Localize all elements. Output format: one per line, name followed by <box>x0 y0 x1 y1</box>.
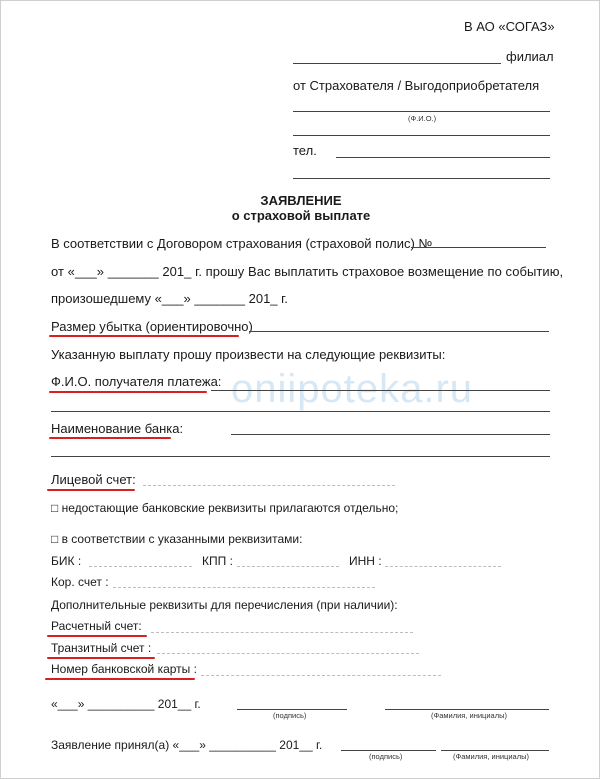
policy-text: В соответствии с Договором страхования (страховой полис) № <box>51 236 433 251</box>
sign-date: «___» __________ 201__ г. <box>51 697 201 711</box>
option-attached[interactable]: □ недостающие банковские реквизиты прилагаются отдельно; <box>51 501 399 515</box>
bank-label: Наименование банка: <box>51 421 184 436</box>
payee-highlight <box>49 391 207 393</box>
extra-label: Дополнительные реквизиты для перечисления (при наличии): <box>51 598 398 612</box>
name-caption: (Фамилия, инициалы) <box>431 711 507 720</box>
inn-dashes[interactable] <box>385 566 501 567</box>
kpp-dashes[interactable] <box>237 566 339 567</box>
card-highlight <box>45 678 195 680</box>
account-label: Лицевой счет: <box>51 472 136 487</box>
option-specified[interactable]: □ в соответствии с указанными реквизитами: <box>51 532 303 546</box>
phone-label: тел. <box>293 143 317 158</box>
damage-line[interactable] <box>249 331 549 332</box>
document-title: ЗАЯВЛЕНИЕ <box>260 193 342 208</box>
accepted-name-caption: (Фамилия, инициалы) <box>453 752 529 761</box>
bik-label: БИК : <box>51 554 82 568</box>
accepted-name-line[interactable] <box>441 750 549 751</box>
payee-line-1[interactable] <box>211 390 550 391</box>
sign-line[interactable] <box>237 709 347 710</box>
accepted-sign-caption: (подпись) <box>369 752 403 761</box>
phone-line-2[interactable] <box>293 178 550 179</box>
bank-line-1[interactable] <box>231 434 550 435</box>
transit-label: Транзитный счет : <box>51 641 152 655</box>
phone-line[interactable] <box>336 157 550 158</box>
card-dashes[interactable] <box>201 675 441 676</box>
payee-line-2[interactable] <box>51 411 550 412</box>
branch-line[interactable] <box>293 63 501 64</box>
branch-label: филиал <box>506 49 554 64</box>
fio-caption: (Ф.И.О.) <box>408 114 437 123</box>
watermark: oniipoteka.ru <box>231 367 474 411</box>
event-date-text: произошедшему «___» _______ 201_ г. <box>51 291 288 306</box>
accepted-sign-line[interactable] <box>341 750 436 751</box>
settlement-label: Расчетный счет: <box>51 619 142 633</box>
bank-highlight <box>49 437 171 439</box>
addressee: В АО «СОГАЗ» <box>464 19 555 34</box>
sign-caption: (подпись) <box>273 711 307 720</box>
name-line[interactable] <box>385 709 549 710</box>
kpp-label: КПП : <box>202 554 233 568</box>
transit-highlight <box>47 657 155 659</box>
damage-highlight <box>49 335 239 337</box>
account-dashes[interactable] <box>143 485 395 486</box>
inn-label: ИНН : <box>349 554 382 568</box>
settlement-highlight <box>47 635 147 637</box>
payee-label: Ф.И.О. получателя платежа: <box>51 374 222 389</box>
fio-line-1[interactable] <box>293 111 550 112</box>
event-text: от «___» _______ 201_ г. прошу Вас выплатить страховое возмещение по событию, <box>51 264 564 279</box>
account-highlight <box>47 489 135 491</box>
damage-label: Размер убытка (ориентировочно) <box>51 319 253 334</box>
accepted-by: Заявление принял(а) «___» __________ 201__ г. <box>51 738 323 752</box>
fio-line-2[interactable] <box>293 135 550 136</box>
from-label: от Страхователя / Выгодоприобретателя <box>293 78 540 93</box>
requisites-intro: Указанную выплату прошу произвести на следующие реквизиты: <box>51 347 446 362</box>
card-label: Номер банковской карты : <box>51 662 197 676</box>
policy-number-line[interactable] <box>411 247 546 248</box>
kor-dashes[interactable] <box>113 587 375 588</box>
bik-dashes[interactable] <box>89 566 192 567</box>
settlement-dashes[interactable] <box>151 632 413 633</box>
kor-label: Кор. счет : <box>51 575 109 589</box>
transit-dashes[interactable] <box>157 653 419 654</box>
bank-line-2[interactable] <box>51 456 550 457</box>
document-subtitle: о страховой выплате <box>231 208 371 223</box>
